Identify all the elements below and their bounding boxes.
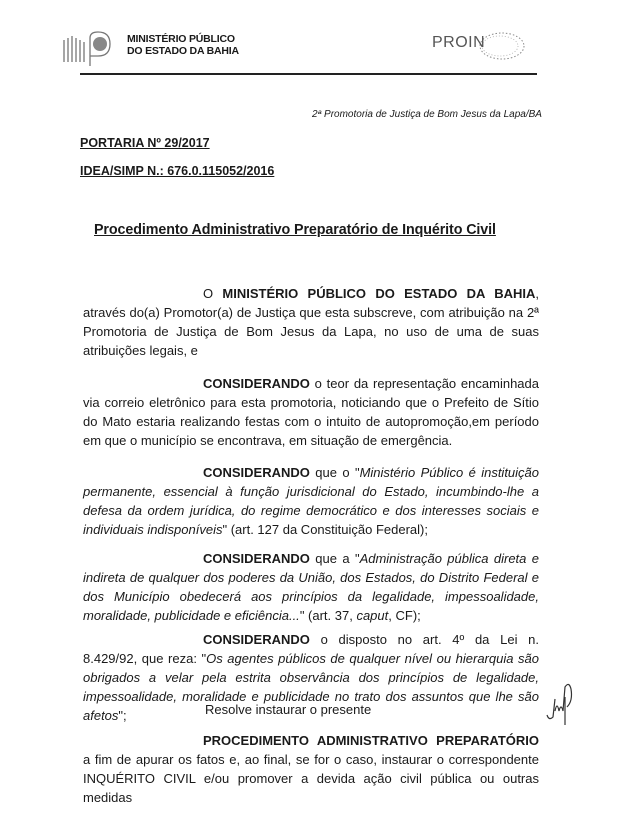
proin-logo-text: PROIN (432, 34, 486, 51)
idea-simp-number: IDEA/SIMP N.: 676.0.115052/2016 (80, 164, 275, 178)
mp-logo-icon (60, 28, 120, 68)
text: O (203, 286, 223, 301)
text: " (art. 127 da Constituição Federal); (222, 522, 428, 537)
bold-text: MINISTÉRIO PÚBLICO DO ESTADO DA BAHIA (222, 286, 536, 301)
bold-text: PROCEDIMENTO ADMINISTRATIVO PREPARATÓRIO (203, 733, 539, 748)
italic-quote: Os agentes públicos de qualquer nível ou hierarquia são obrigados a velar pela estrita observância dos princípios de legalidade, impessoalidade, moralidade e publicidade no trato dos assuntos que lhe são afetos (83, 651, 539, 723)
italic-quote: Administração pública direta e indireta de qualquer dos poderes da União, dos Estados, do Distrito Federal e dos Município obedecerá aos princípios da legalidade, impessoalidade, moralidade, publicidade e eficiência... (83, 551, 539, 623)
text: , CF); (388, 608, 421, 623)
document-title: Procedimento Administrativo Preparatório de Inquérito Civil (94, 222, 496, 238)
portaria-number: PORTARIA Nº 29/2017 (80, 136, 210, 150)
paragraph-resolucao (83, 731, 539, 807)
paragraph-preamble (83, 284, 539, 360)
signature-initials-icon (543, 677, 583, 727)
paragraph-considerando-3 (83, 549, 539, 625)
text: " (art. 37, (299, 608, 357, 623)
italic-text: caput (356, 608, 389, 623)
bold-text: CONSIDERANDO (203, 465, 310, 480)
bold-text: CONSIDERANDO (203, 376, 310, 391)
italic-quote: Ministério Público é instituição permanente, essencial à função jurisdicional do Estado, incumbindo-lhe a defesa da ordem jurídica, do regime democrático e dos interesses sociais e individuais indisponíveis (83, 465, 540, 537)
promotoria-name: 2ª Promotoria de Justiça de Bom Jesus da Lapa/BA (312, 109, 542, 120)
text: o disposto no art. 4º da Lei n. 8.429/92, que reza: " (83, 632, 539, 666)
bold-text: CONSIDERANDO (203, 632, 310, 647)
text: , através do(a) Promotor(a) de Justiça que esta subscreve, com atribuição na 2ª Promotoria de Justiça de Bom Jesus da Lapa, no uso de uma de suas atribuições legais, e (83, 286, 539, 358)
text: "; (118, 708, 127, 723)
paragraph-considerando-2 (83, 463, 539, 539)
text: a fim de apurar os fatos e, ao final, se for o caso, instaurar o correspondente INQUÉRITO CIVIL e/ou promover a devida ação civil pública ou outras medidas (83, 752, 539, 805)
bold-text: CONSIDERANDO (203, 551, 310, 566)
text: que a " (309, 551, 360, 566)
text: que o " (309, 465, 360, 480)
header-divider (80, 73, 537, 75)
org-name (127, 33, 239, 57)
org-line-1: MINISTÉRIO PÚBLICO (127, 33, 235, 45)
org-line-2: DO ESTADO DA BAHIA (127, 45, 239, 57)
paragraph-considerando-1 (83, 374, 539, 450)
text: o teor da representação encaminhada via correio eletrônico para esta promotoria, noticiando que o Prefeito de Sítio do Mato estaria realizando festas com o intuito de autopromoção,em período em que o município se encontrava, em situação de emergência. (83, 376, 539, 448)
resolve-line: Resolve instaurar o presente (205, 702, 372, 717)
